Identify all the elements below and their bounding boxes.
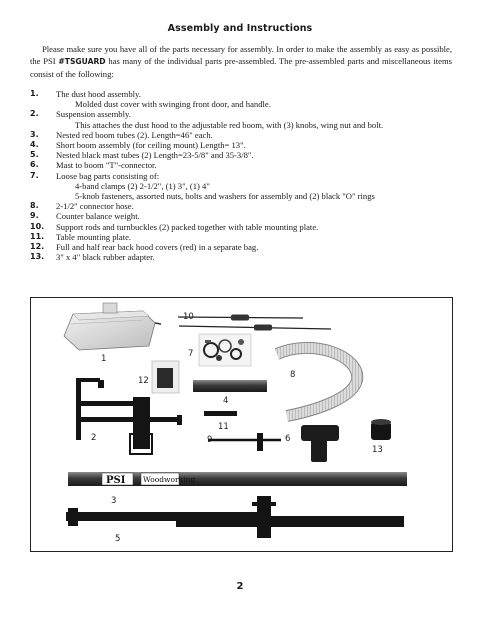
item-text: Full and half rear back hood covers (red) in a separate bag. — [56, 242, 259, 253]
dust-hood-image — [64, 303, 161, 350]
parts-illustration — [31, 298, 452, 551]
parts-list-item — [30, 140, 460, 150]
callout-2: 2 — [91, 433, 97, 443]
parts-list-item — [30, 150, 460, 160]
item-text: Table mounting plate. — [56, 231, 132, 242]
connector-hose-image — [277, 348, 357, 416]
callout-7: 7 — [188, 349, 194, 359]
item-text: Nested black mast tubes (2) Length=23-5/8" and 35-3/8". — [56, 150, 254, 161]
callout-3: 3 — [111, 496, 117, 506]
rubber-adapter-image — [371, 419, 391, 440]
tube-logo-psi: PSI — [106, 475, 126, 486]
item-number: 3. — [30, 129, 39, 139]
callout-5: 5 — [115, 534, 121, 544]
item-number: 11. — [30, 231, 45, 241]
intro-text-after: has many of the individual parts pre-assembled. The pre-assembled parts and miscellaneous items consist of the following: — [30, 56, 452, 80]
parts-list-item — [30, 89, 460, 109]
parts-list — [30, 89, 460, 262]
parts-list-item — [30, 160, 460, 170]
intro-text-before: Please make sure you have all of the parts necessary for assembly. In order to make the assembly as easy as possible, the PSI — [30, 44, 452, 67]
black-mast-tubes-image — [66, 496, 404, 538]
item-text: 2-1/2" connector hose. — [56, 201, 134, 212]
item-text: Suspension assembly. — [56, 109, 131, 120]
parts-list-item — [30, 232, 460, 242]
item-number: 4. — [30, 140, 39, 150]
support-rods-image — [178, 315, 331, 331]
item-text: Support rods and turnbuckles (2) packed together with table mounting plate. — [56, 221, 319, 232]
page-number: 2 — [236, 581, 244, 592]
callout-8: 8 — [290, 370, 296, 380]
item-text: Loose bag parts consisting of: — [56, 170, 160, 181]
item-number: 9. — [30, 211, 39, 221]
rear-covers-image — [152, 361, 179, 393]
item-subtext: 5-knob fasteners, assorted nuts, bolts and washers for assembly and (2) black "O" rings — [75, 191, 375, 202]
item-number: 10. — [30, 221, 45, 231]
product-code: #TSGUARD — [58, 57, 106, 67]
callout-9: 9 — [207, 435, 213, 445]
counter-weight-image — [208, 433, 281, 451]
item-number: 13. — [30, 252, 45, 262]
page-title: Assembly and Instructions — [167, 23, 313, 34]
callout-13: 13 — [372, 445, 383, 455]
table-mounting-plate-image — [204, 411, 237, 416]
item-number: 1. — [30, 89, 39, 98]
item-text: The dust hood assembly. — [56, 89, 141, 99]
parts-list-item — [30, 211, 460, 221]
intro-paragraph — [30, 43, 452, 81]
item-text: Short boom assembly (for ceiling mount) Length= 13". — [56, 140, 246, 151]
item-text: Mast to boom "T"-connector. — [56, 160, 157, 171]
callout-10: 10 — [183, 312, 194, 322]
t-connector-image — [301, 425, 339, 462]
callout-4: 4 — [223, 396, 229, 406]
item-subtext: Molded dust cover with swinging front door, and handle. — [75, 99, 271, 110]
hardware-bag-image — [199, 334, 251, 366]
parts-list-item — [30, 222, 460, 232]
item-subtext: 4-band clamps (2) 2-1/2", (1) 3", (1) 4" — [75, 180, 210, 191]
callout-12: 12 — [138, 376, 149, 386]
red-boom-tubes-image — [68, 472, 407, 486]
item-number: 7. — [30, 170, 39, 180]
parts-list-item — [30, 252, 460, 262]
item-number: 6. — [30, 160, 39, 170]
parts-list-item — [30, 171, 460, 202]
parts-list-item — [30, 109, 460, 129]
parts-list-item — [30, 242, 460, 252]
parts-list-item — [30, 130, 460, 140]
item-number: 2. — [30, 109, 39, 119]
short-boom-image — [193, 380, 267, 392]
item-subtext: This attaches the dust hood to the adjustable red boom, with (3) knobs, wing nut and bolt. — [75, 119, 384, 130]
tube-logo-woodworking: Woodworking — [143, 475, 196, 484]
item-text: Counter balance weight. — [56, 211, 140, 222]
callout-11: 11 — [218, 422, 229, 432]
item-text: 3" x 4" black rubber adapter. — [56, 252, 155, 263]
callout-1: 1 — [101, 354, 107, 364]
parts-list-item — [30, 201, 460, 211]
item-text: Nested red boom tubes (2). Length=46" each. — [56, 129, 213, 140]
callout-6: 6 — [285, 434, 291, 444]
item-number: 8. — [30, 201, 39, 211]
parts-photo — [30, 297, 453, 552]
item-number: 12. — [30, 242, 45, 252]
item-number: 5. — [30, 150, 39, 160]
